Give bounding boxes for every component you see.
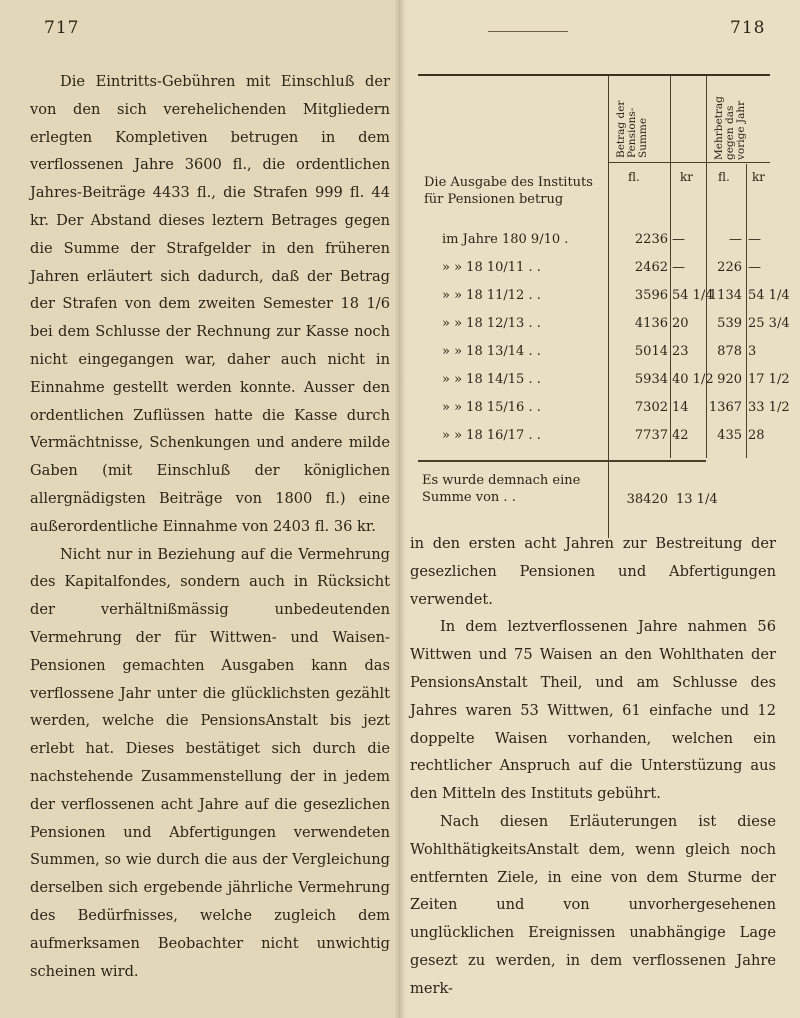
table-row [418, 232, 770, 260]
table-row [418, 344, 770, 372]
right-text-column [410, 530, 776, 1003]
table-row [418, 400, 790, 428]
book-gutter [394, 0, 406, 1018]
row-sum-fl: 7737 [634, 428, 668, 443]
table-sum-fl: 38420 [626, 492, 668, 507]
row-sum-fl: 7302 [634, 400, 668, 415]
row-increase-kr: — [748, 232, 761, 247]
row-sum-kr: — [672, 260, 685, 275]
row-sum-kr: 42 [672, 428, 689, 443]
row-increase-kr: 25 3/4 [748, 316, 790, 331]
row-sum-fl: 2236 [634, 232, 668, 247]
table-sum-label: Es wurde demnach eine Summe von . . [422, 473, 581, 505]
row-sum-fl: 3596 [634, 288, 668, 303]
header-rule [488, 31, 568, 32]
row-year: » » 18 15/16 . . [442, 400, 541, 415]
table-sum-kr: 13 1/4 [676, 492, 718, 507]
row-increase-kr: 33 1/2 [748, 400, 790, 415]
row-sum-kr: 23 [672, 344, 689, 359]
row-increase-fl: — [729, 232, 742, 247]
unit-fl: fl. [628, 170, 640, 184]
row-increase-fl: 920 [717, 372, 742, 387]
row-year: » » 18 11/12 . . [442, 288, 541, 303]
row-sum-kr: — [672, 232, 685, 247]
table-description: Die Ausgabe des Instituts für Pensionen betrug [424, 175, 593, 207]
unit-kr: kr [680, 170, 694, 184]
paragraph-conclusion: Nach diesen Erläuterungen ist diese WohlthätigkeitsAnstalt dem, wenn gleich noch entfernten Ziele, in eine von dem Sturme der Zeiten und von unvorhergesehenen unglücklichen Ereignissen unabhängige Lage gesezt zu werden, in dem verflossenen Jahre merk- [410, 812, 776, 997]
row-sum-fl: 5934 [634, 372, 668, 387]
row-increase-fl: 1367 [708, 400, 742, 415]
row-sum-fl: 4136 [634, 316, 668, 331]
unit-kr-increase: kr [752, 170, 766, 184]
row-increase-kr: 54 1/4 [748, 288, 790, 303]
row-year: » » 18 10/11 . . [442, 260, 541, 275]
row-sum-fl: 2462 [634, 260, 668, 275]
row-increase-fl: 226 [717, 260, 742, 275]
row-increase-kr: 17 1/2 [748, 372, 790, 387]
row-increase-kr: 3 [748, 344, 757, 359]
table-row [418, 428, 770, 456]
paragraph-pensions: Nicht nur in Beziehung auf die Vermehrung des Kapitalfondes, sondern auch in Rücksicht der verhältnißmässig unbedeutenden Vermehrung der für Wittwen- und Waisen-Pensionen gemachten Ausgaben kann das verflossene Jahr unter die glücklichsten gezählt werden, welche die PensionsAnstalt bis jezt erlebt hat. Dieses bestätiget sich durch die nachstehende Zusammenstellung der in jedem der verflossenen acht Jahre auf die gesezlichen Pensionen und Abfertigungen verwendeten Summen, so wie durch die aus der Vergleichung derselben sich ergebende jährliche Vermehrung des Bedürfnisses, welche zugleich dem aufmerksamen Beobachter nicht unwichtig scheinen wird. [30, 545, 390, 980]
left-text-column [30, 68, 390, 985]
row-increase-kr: — [748, 260, 761, 275]
table-top-rule [418, 74, 770, 76]
table-row [418, 288, 790, 316]
page-number-right: 718 [730, 18, 766, 38]
row-sum-kr: 40 1/2 [672, 372, 714, 387]
row-sum-kr: 54 1/4 [672, 288, 714, 303]
table-row [418, 260, 770, 288]
table-row [418, 372, 790, 400]
table-row [418, 316, 790, 344]
row-sum-fl: 5014 [634, 344, 668, 359]
row-increase-fl: 878 [717, 344, 742, 359]
row-year: » » 18 16/17 . . [442, 428, 541, 443]
row-increase-kr: 28 [748, 428, 765, 443]
row-increase-fl: 435 [717, 428, 742, 443]
paragraph-income: Die Eintritts-Gebühren mit Einschluß der von den sich verehelichenden Mitgliedern erlegten Kompletiven betrugen in dem verflossenen Jahre 3600 fl., die ordentlichen Jahres-Beiträge 4433 fl., die Strafen 999 fl. 44 kr. Der Abstand dieses leztern Betrages gegen die Summe der Strafgelder in den früheren Jahren erläutert sich dadurch, daß der Betrag der Strafen von dem zweiten Semester 18 1/6 bei dem Schlusse der Rechnung zur Kasse noch nicht eingegangen war, daher auch nicht in Einnahme gestellt werden konnte. Ausser den ordentlichen Zuflüssen hatte die Kasse durch Vermächtnisse, Schenkungen und andere milde Gaben (mit Einschluß der königlichen allergnädigsten Beiträge von 1800 fl.) eine außerordentliche Einnahme von 2403 fl. 36 kr. [30, 73, 390, 535]
paragraph-widows: In dem leztverflossenen Jahre nahmen 56 Wittwen und 75 Waisen an den Wohlthaten der PensionsAnstalt Theil, und am Schlusse des Jahres waren 53 Wittwen, 61 einfache und 12 doppelte Waisen vorhanden, welchen ein rechtlicher Anspruch auf die Unterstüzung aus den Mitteln des Instituts gebührt. [410, 618, 776, 803]
row-sum-kr: 20 [672, 316, 689, 331]
page-number-left: 717 [44, 18, 80, 38]
row-year: » » 18 14/15 . . [442, 372, 541, 387]
header-increase: Mehrbetrag gegen das vorige Jahr [713, 96, 747, 160]
header-pension-sum: Betrag der Pensions-Summe [615, 100, 649, 158]
row-sum-kr: 14 [672, 400, 689, 415]
row-year: » » 18 13/14 . . [442, 344, 541, 359]
row-year: » » 18 12/13 . . [442, 316, 541, 331]
row-increase-fl: 1134 [708, 288, 742, 303]
row-year: im Jahre 180 9/10 . [442, 232, 569, 247]
row-increase-fl: 539 [717, 316, 742, 331]
unit-fl-increase: fl. [718, 170, 730, 184]
paragraph-continuation: in den ersten acht Jahren zur Bestreitung der gesezlichen Pensionen und Abfertigungen verwendet. [410, 535, 776, 608]
